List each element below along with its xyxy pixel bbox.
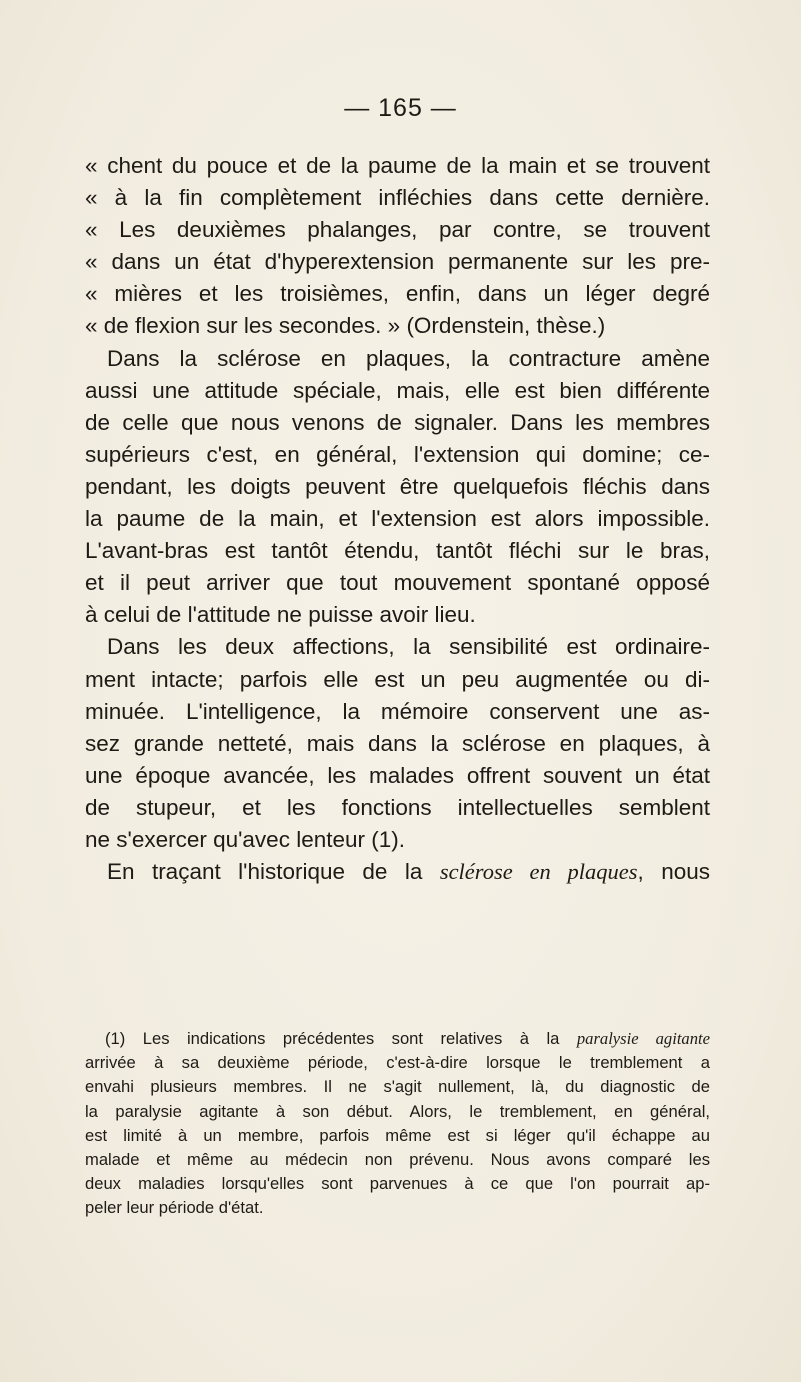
footnote-line xyxy=(85,1172,710,1196)
text-run: minuée. L'intelligence, la mémoire conservent une as- xyxy=(85,698,710,724)
footnote-line xyxy=(85,1075,710,1099)
text-line xyxy=(85,310,710,342)
main-text xyxy=(85,150,710,888)
text-line xyxy=(85,214,710,246)
text-line xyxy=(85,150,710,182)
text-run: « mières et les troisièmes, enfin, dans un léger degré xyxy=(85,281,710,307)
text-run: ment intacte; parfois elle est un peu augmentée ou di- xyxy=(85,666,710,692)
text-run: Dans les deux affections, la sensibilité est ordinaire- xyxy=(107,634,710,660)
text-line xyxy=(85,631,710,663)
text-line xyxy=(85,439,710,471)
text-line xyxy=(85,760,710,792)
footnote-line xyxy=(85,1124,710,1148)
text-line xyxy=(85,696,710,728)
text-run: (1) Les indications précédentes sont relatives à la xyxy=(105,1029,577,1048)
text-line xyxy=(85,278,710,310)
text-run: une époque avancée, les malades offrent souvent un état xyxy=(85,762,710,788)
text-run: la paume de la main, et l'extension est alors impossible. xyxy=(85,506,710,532)
footnote xyxy=(85,1027,710,1221)
text-run: deux maladies lorsqu'elles sont parvenues à ce que l'on pourrait ap- xyxy=(85,1174,710,1194)
text-run: malade et même au médecin non prévenu. Nous avons comparé les xyxy=(85,1149,710,1169)
text-run: aussi une attitude spéciale, mais, elle est bien différente xyxy=(85,377,710,403)
italic-phrase: sclérose en plaques xyxy=(439,859,638,885)
text-run: « dans un état d'hyperextension permanente sur les pre- xyxy=(85,249,710,275)
text-line xyxy=(85,471,710,503)
text-run: est limité à un membre, parfois même est si léger qu'il échappe au xyxy=(85,1125,710,1145)
text-run: L'avant-bras est tantôt étendu, tantôt fléchi sur le bras, xyxy=(85,538,710,564)
text-run: arrivée à sa deuxième période, c'est-à-dire lorsque le tremblement a xyxy=(85,1053,710,1073)
text-line xyxy=(85,824,710,856)
text-run: peler leur période d'état. xyxy=(85,1198,264,1218)
page-number: — 165 — xyxy=(344,94,457,122)
text-line xyxy=(85,343,710,375)
text-run: « de flexion sur les secondes. » (Ordenstein, thèse.) xyxy=(85,313,606,339)
text-line xyxy=(85,728,710,760)
text-run: à celui de l'attitude ne puisse avoir lieu. xyxy=(85,602,476,628)
text-line xyxy=(85,503,710,535)
text-run: pendant, les doigts peuvent être quelquefois fléchis dans xyxy=(85,473,710,499)
text-line xyxy=(85,567,710,599)
text-run: de celle que nous venons de signaler. Dans les membres xyxy=(85,409,710,435)
text-run: « à la fin complètement infléchies dans cette dernière. xyxy=(85,185,710,211)
text-run: et il peut arriver que tout mouvement spontané opposé xyxy=(85,570,710,596)
italic-phrase: paralysie agitante xyxy=(576,1029,710,1048)
text-line xyxy=(85,407,710,439)
text-run: envahi plusieurs membres. Il ne s'agit nullement, là, du diagnostic de xyxy=(85,1077,710,1097)
text-run: Dans la sclérose en plaques, la contracture amène xyxy=(107,345,710,371)
footnote-line xyxy=(85,1100,710,1124)
text-run: la paralysie agitante à son début. Alors, le tremblement, en général, xyxy=(85,1101,710,1121)
text-run: « Les deuxièmes phalanges, par contre, se trouvent xyxy=(85,217,710,243)
footnote-line xyxy=(85,1148,710,1172)
footnote-line xyxy=(85,1051,710,1075)
footnote-line xyxy=(85,1027,710,1051)
text-line xyxy=(85,856,710,888)
text-run: sez grande netteté, mais dans la sclérose en plaques, à xyxy=(85,730,710,756)
text-run: supérieurs c'est, en général, l'extension qui domine; ce- xyxy=(85,441,710,467)
text-run: ne s'exercer qu'avec lenteur (1). xyxy=(85,826,405,852)
text-run: de stupeur, et les fonctions intellectuelles semblent xyxy=(85,794,710,820)
text-line xyxy=(85,182,710,214)
text-line xyxy=(85,535,710,567)
text-run: , nous xyxy=(637,859,710,885)
text-line xyxy=(85,792,710,824)
text-line xyxy=(85,599,710,631)
footnote-line xyxy=(85,1196,710,1220)
text-run: « chent du pouce et de la paume de la main et se trouvent xyxy=(85,153,710,178)
text-run: En traçant l'historique de la xyxy=(107,859,440,885)
text-line xyxy=(85,664,710,696)
text-line xyxy=(85,375,710,407)
text-line xyxy=(85,246,710,278)
